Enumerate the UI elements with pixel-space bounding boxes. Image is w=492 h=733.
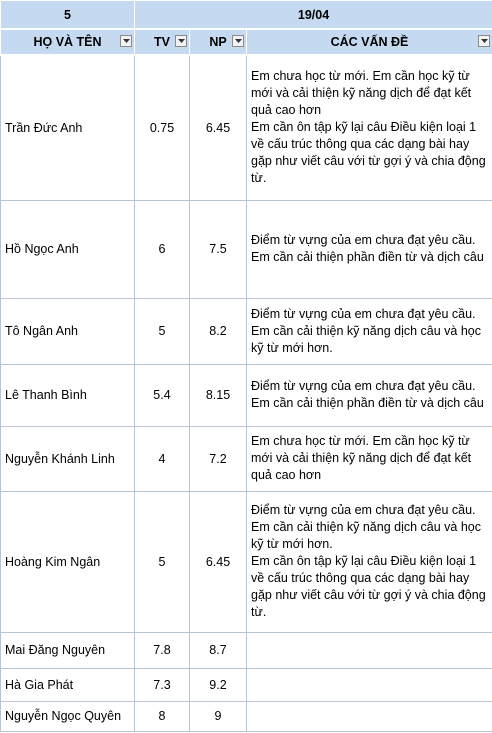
issues-cell[interactable] [247, 200, 492, 298]
issues-cell[interactable] [247, 701, 492, 731]
issues-cell[interactable] [247, 298, 492, 364]
issues-cell[interactable] [247, 364, 492, 426]
issues-cell[interactable] [247, 55, 492, 200]
np-score[interactable]: 6.45 [190, 55, 247, 200]
issues-cell[interactable] [247, 668, 492, 701]
tv-score[interactable]: 5 [135, 491, 190, 632]
issue-line: về cấu trúc thông qua các dạng bài hay [251, 571, 470, 585]
student-name[interactable]: Hà Gia Phát [1, 668, 135, 701]
tv-score[interactable]: 6 [135, 200, 190, 298]
student-name[interactable]: Hồ Ngọc Anh [1, 200, 135, 298]
issue-line: Em cần cải thiện kỹ năng dịch câu và học [251, 520, 481, 534]
issue-line: Điểm từ vựng của em chưa đạt yêu cầu. [251, 503, 476, 517]
issue-line: về cấu trúc thông qua các dạng bài hay [251, 137, 470, 152]
tv-score[interactable]: 5 [135, 298, 190, 364]
column-label-name: HỌ VÀ TÊN [33, 35, 102, 49]
filter-dropdown-button[interactable] [120, 35, 132, 47]
table-row [1, 491, 492, 632]
issue-line: Em cần cải thiện phần điền từ và dịch câu [251, 396, 484, 410]
issue-line: Điểm từ vựng của em chưa đạt yêu cầu. [251, 306, 476, 321]
tv-score[interactable]: 4 [135, 426, 190, 491]
issue-line: từ. [251, 171, 267, 186]
student-name[interactable]: Tô Ngân Anh [1, 298, 135, 364]
np-score[interactable]: 6.45 [190, 491, 247, 632]
student-name[interactable]: Trần Đức Anh [1, 55, 135, 200]
dropdown-arrow-icon [123, 39, 130, 43]
header-columns-row [1, 29, 492, 55]
issue-line: mới và cải thiện kỹ năng dịch để đạt kết [251, 86, 472, 101]
column-label-issues: CÁC VẤN ĐỀ [330, 35, 409, 49]
column-header-name [1, 29, 135, 55]
column-header-tv [135, 29, 190, 55]
table-row [1, 701, 492, 731]
np-score[interactable]: 8.15 [190, 364, 247, 426]
np-score[interactable]: 7.5 [190, 200, 247, 298]
np-score[interactable]: 7.2 [190, 426, 247, 491]
issue-line: Em chưa học từ mới. Em cần học kỹ từ [251, 434, 470, 448]
header-group-row [1, 1, 492, 30]
issue-line: gặp như viết câu với từ gợi ý và chia động [251, 588, 486, 602]
table-row [1, 632, 492, 668]
issue-line: Em cần cải thiện kỹ năng dịch câu và học [251, 323, 481, 338]
issue-line: mới và cải thiện kỹ năng dịch để đạt kết [251, 451, 472, 465]
filter-dropdown-button[interactable] [478, 35, 490, 47]
table-row [1, 426, 492, 491]
student-name[interactable]: Mai Đăng Nguyên [1, 632, 135, 668]
issue-line: Điểm từ vựng của em chưa đạt yêu cầu. [251, 379, 476, 393]
np-score[interactable]: 8.7 [190, 632, 247, 668]
column-label-tv: TV [154, 35, 170, 49]
issue-line: gặp như viết câu với từ gợi ý và chia động [251, 154, 486, 169]
tv-score[interactable]: 7.8 [135, 632, 190, 668]
student-name[interactable]: Nguyễn Ngọc Quyên [1, 701, 135, 731]
student-name[interactable]: Nguyễn Khánh Linh [1, 426, 135, 491]
student-name[interactable]: Lê Thanh Bình [1, 364, 135, 426]
issues-cell[interactable] [247, 491, 492, 632]
issue-line: Em chưa học từ mới. Em cần học kỹ từ [251, 69, 470, 84]
issue-line: kỹ từ mới hơn. [251, 537, 333, 551]
issues-cell[interactable] [247, 426, 492, 491]
issues-cell[interactable] [247, 632, 492, 668]
issue-line: Em cần ôn tập kỹ lại câu Điều kiện loại 1 [251, 120, 477, 135]
column-header-np [190, 29, 247, 55]
header-class-cell: 5 [1, 1, 135, 30]
np-score[interactable]: 9 [190, 701, 247, 731]
issue-line: Em cần ôn tập kỹ lại câu Điều kiện loại 1 [251, 554, 477, 568]
student-name[interactable]: Hoàng Kim Ngân [1, 491, 135, 632]
column-header-issues [247, 29, 492, 55]
filter-dropdown-button[interactable] [175, 35, 187, 47]
issue-line: quả cao hơn [251, 468, 322, 482]
tv-score[interactable]: 7.3 [135, 668, 190, 701]
issue-line: kỹ từ mới hơn. [251, 340, 333, 355]
header-date-cell: 19/04 [135, 1, 492, 30]
np-score[interactable]: 8.2 [190, 298, 247, 364]
table-row [1, 364, 492, 426]
table-row [1, 668, 492, 701]
dropdown-arrow-icon [481, 39, 488, 43]
issue-line: Điểm từ vựng của em chưa đạt yêu cầu. [251, 233, 476, 247]
table-row [1, 200, 492, 298]
dropdown-arrow-icon [178, 39, 185, 43]
table-row [1, 298, 492, 364]
table-row [1, 55, 492, 200]
issue-line: từ. [251, 605, 267, 619]
issue-line: quả cao hơn [251, 103, 322, 118]
filter-dropdown-button[interactable] [232, 35, 244, 47]
tv-score[interactable]: 5.4 [135, 364, 190, 426]
column-label-np: NP [209, 35, 227, 49]
np-score[interactable]: 9.2 [190, 668, 247, 701]
dropdown-arrow-icon [235, 39, 242, 43]
issue-line: Em cần cải thiện phần điền từ và dịch câu [251, 250, 484, 264]
tv-score[interactable]: 8 [135, 701, 190, 731]
tv-score[interactable]: 0.75 [135, 55, 190, 200]
